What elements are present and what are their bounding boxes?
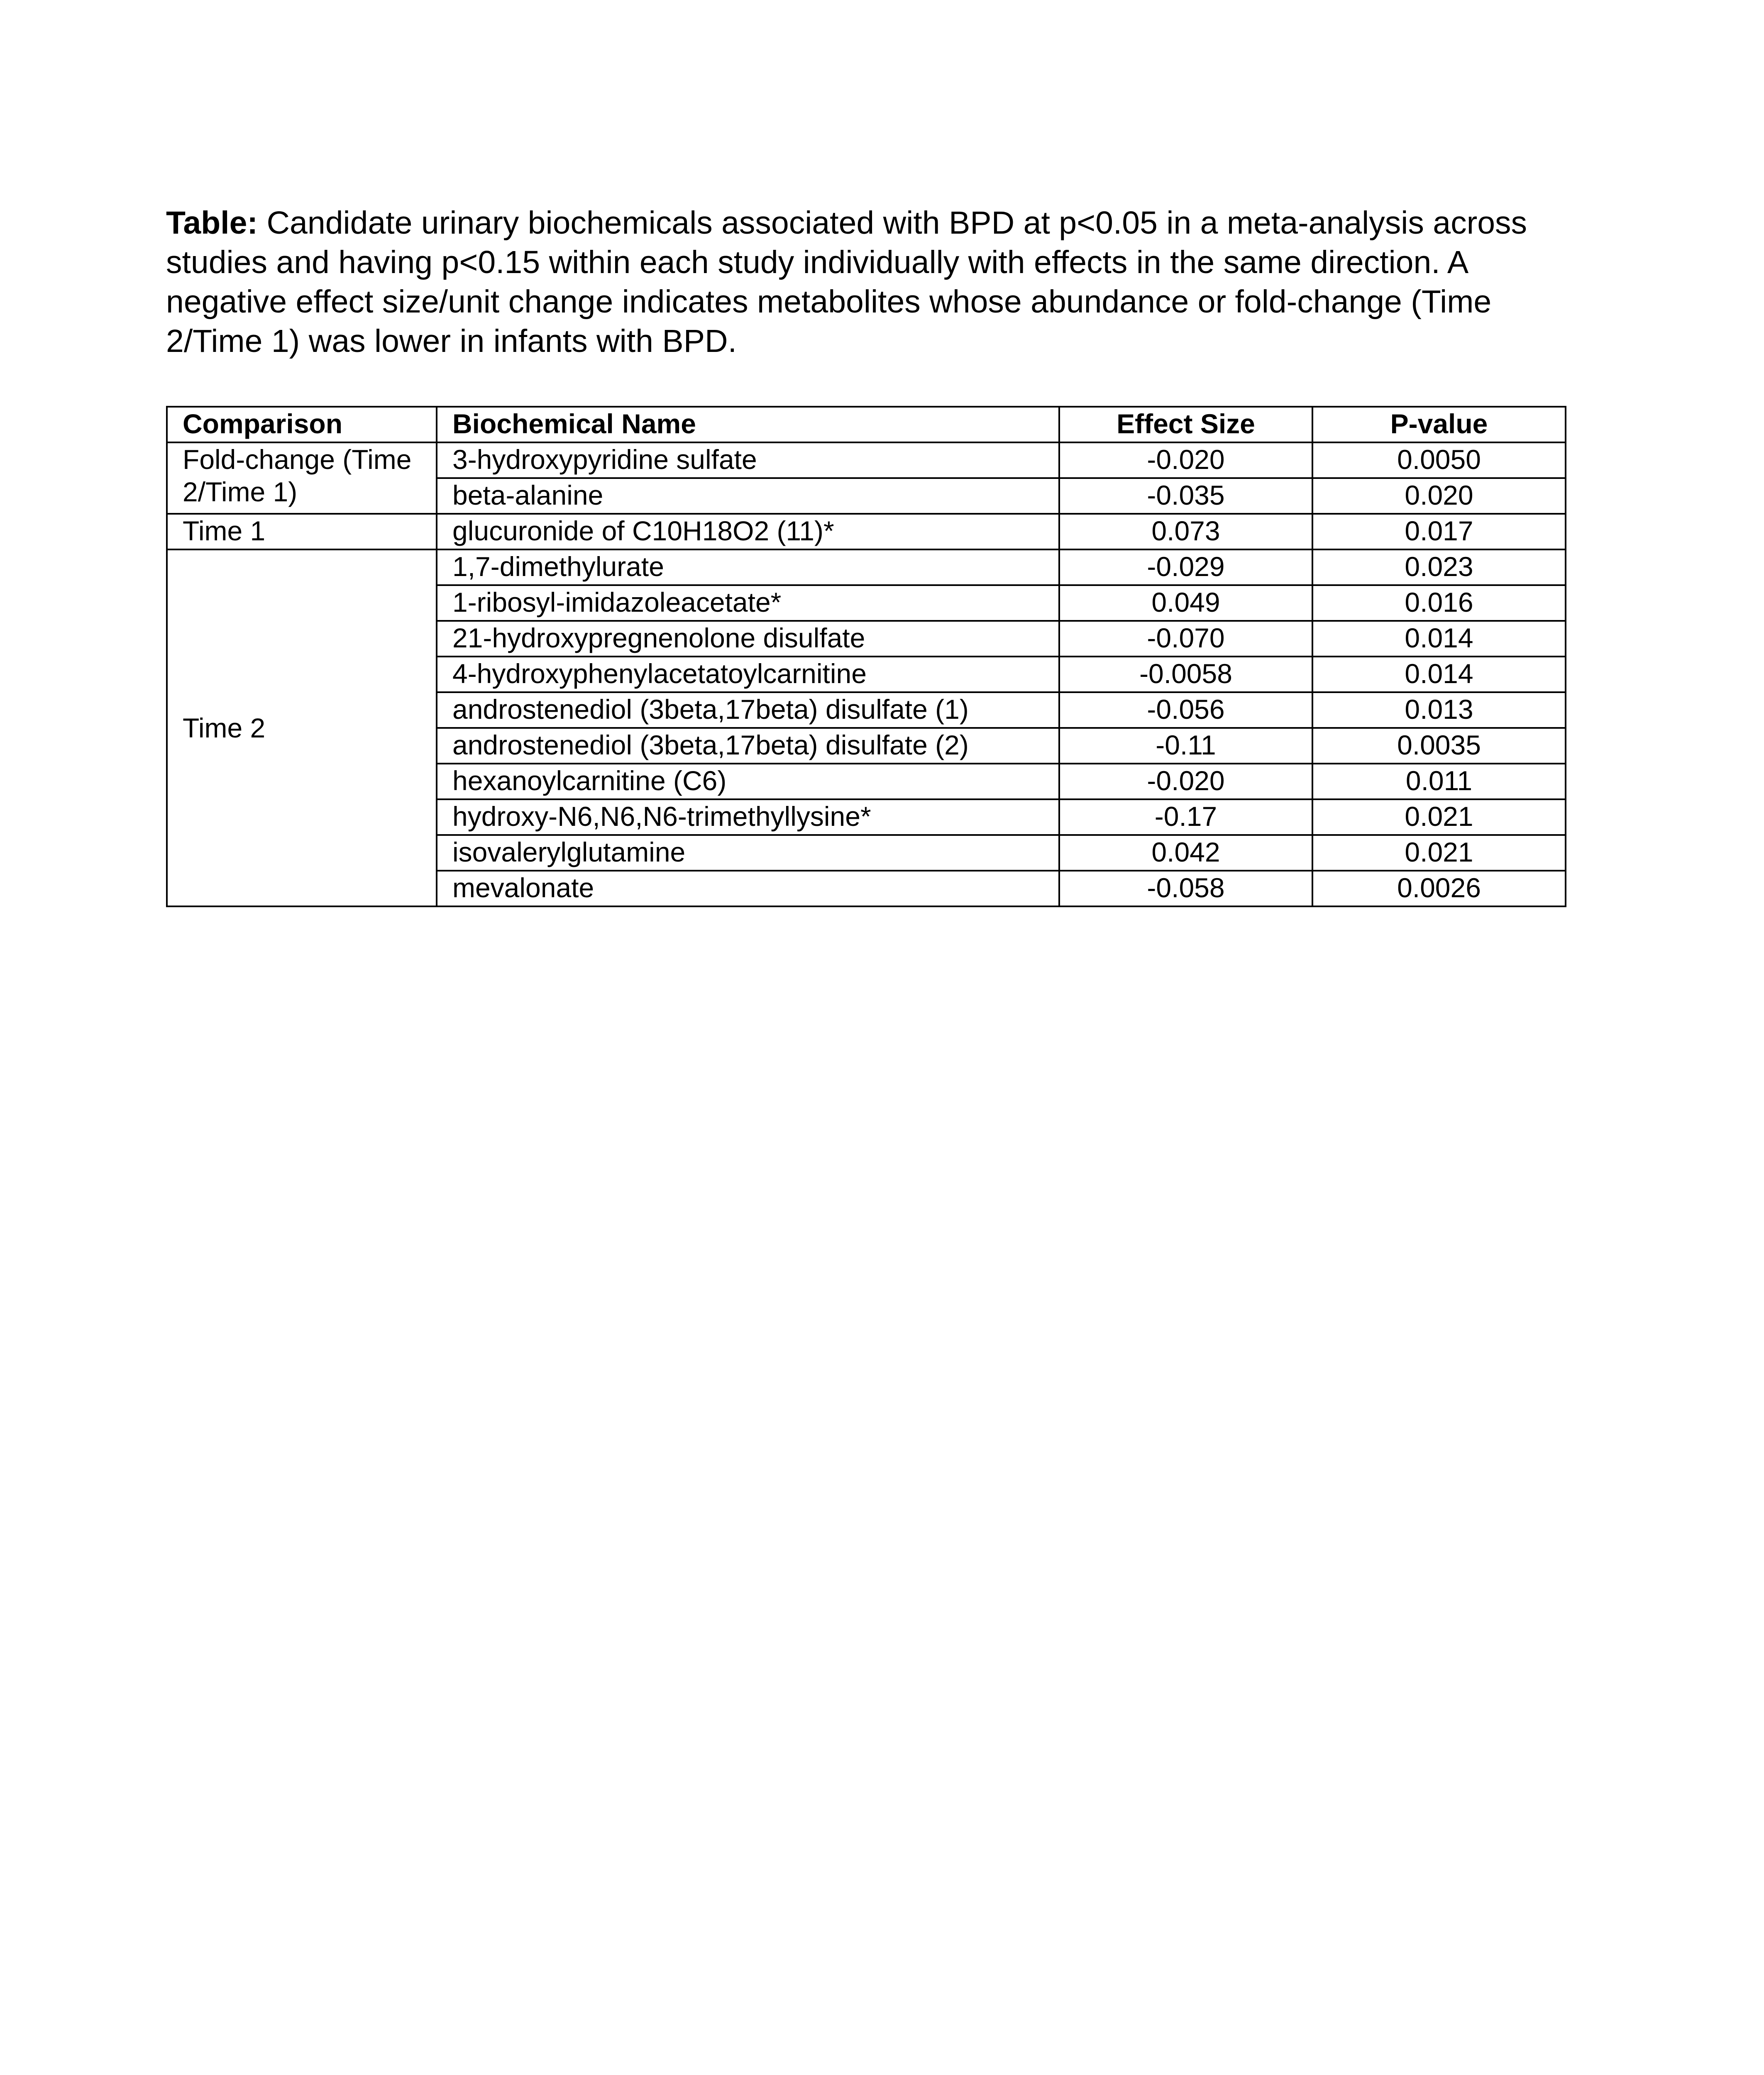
effect-size-cell: -0.056 <box>1059 692 1312 728</box>
p-value-cell: 0.014 <box>1312 621 1566 657</box>
group-time-2: Time 2 <box>167 549 437 906</box>
p-value-cell: 0.017 <box>1312 514 1566 549</box>
effect-size-cell: -0.0058 <box>1059 657 1312 692</box>
effect-size-cell: 0.049 <box>1059 585 1312 621</box>
p-value-cell: 0.016 <box>1312 585 1566 621</box>
table-caption <box>166 203 1586 361</box>
biochemical-name-cell: 4-hydroxyphenylacetatoylcarnitine <box>437 657 1059 692</box>
header-p-value: P-value <box>1312 407 1566 442</box>
table-header-row <box>167 407 1566 442</box>
effect-size-cell: -0.17 <box>1059 799 1312 835</box>
biochemical-name-cell: androstenediol (3beta,17beta) disulfate (1) <box>437 692 1059 728</box>
header-effect-size: Effect Size <box>1059 407 1312 442</box>
effect-size-cell: -0.020 <box>1059 442 1312 478</box>
biochemical-name-cell: androstenediol (3beta,17beta) disulfate (2) <box>437 728 1059 764</box>
results-table <box>166 406 1566 907</box>
header-comparison: Comparison <box>167 407 437 442</box>
biochemical-name-cell: mevalonate <box>437 871 1059 906</box>
header-biochemical-name: Biochemical Name <box>437 407 1059 442</box>
biochemical-name-cell: hydroxy-N6,N6,N6-trimethyllysine* <box>437 799 1059 835</box>
effect-size-cell: 0.073 <box>1059 514 1312 549</box>
table-row <box>167 549 1566 585</box>
biochemical-name-cell: 1-ribosyl-imidazoleacetate* <box>437 585 1059 621</box>
biochemical-name-cell: glucuronide of C10H18O2 (11)* <box>437 514 1059 549</box>
biochemical-name-cell: 21-hydroxypregnenolone disulfate <box>437 621 1059 657</box>
p-value-cell: 0.023 <box>1312 549 1566 585</box>
effect-size-cell: 0.042 <box>1059 835 1312 871</box>
p-value-cell: 0.0026 <box>1312 871 1566 906</box>
effect-size-cell: -0.070 <box>1059 621 1312 657</box>
biochemical-name-cell: hexanoylcarnitine (C6) <box>437 764 1059 799</box>
effect-size-cell: -0.058 <box>1059 871 1312 906</box>
effect-size-cell: -0.029 <box>1059 549 1312 585</box>
p-value-cell: 0.021 <box>1312 835 1566 871</box>
effect-size-cell: -0.035 <box>1059 478 1312 514</box>
table-row <box>167 442 1566 478</box>
effect-size-cell: -0.11 <box>1059 728 1312 764</box>
p-value-cell: 0.013 <box>1312 692 1566 728</box>
p-value-cell: 0.021 <box>1312 799 1566 835</box>
caption-text: Candidate urinary biochemicals associated with BPD at p<0.05 in a meta-analysis across studies and having p<0.15 within each study individually with effects in the same direction. A negative effect size/unit change indicates metabolites whose abundance or fold-change (Time 2/Time 1) was lower in infants with BPD. <box>166 205 1527 359</box>
group-fold-change: Fold-change (Time 2/Time 1) <box>167 442 437 514</box>
biochemical-name-cell: 1,7-dimethylurate <box>437 549 1059 585</box>
effect-size-cell: -0.020 <box>1059 764 1312 799</box>
table-row <box>167 514 1566 549</box>
biochemical-name-cell: beta-alanine <box>437 478 1059 514</box>
p-value-cell: 0.0050 <box>1312 442 1566 478</box>
p-value-cell: 0.0035 <box>1312 728 1566 764</box>
p-value-cell: 0.011 <box>1312 764 1566 799</box>
p-value-cell: 0.020 <box>1312 478 1566 514</box>
biochemical-name-cell: isovalerylglutamine <box>437 835 1059 871</box>
p-value-cell: 0.014 <box>1312 657 1566 692</box>
group-time-1: Time 1 <box>167 514 437 549</box>
biochemical-name-cell: 3-hydroxypyridine sulfate <box>437 442 1059 478</box>
caption-label: Table: <box>166 205 258 241</box>
